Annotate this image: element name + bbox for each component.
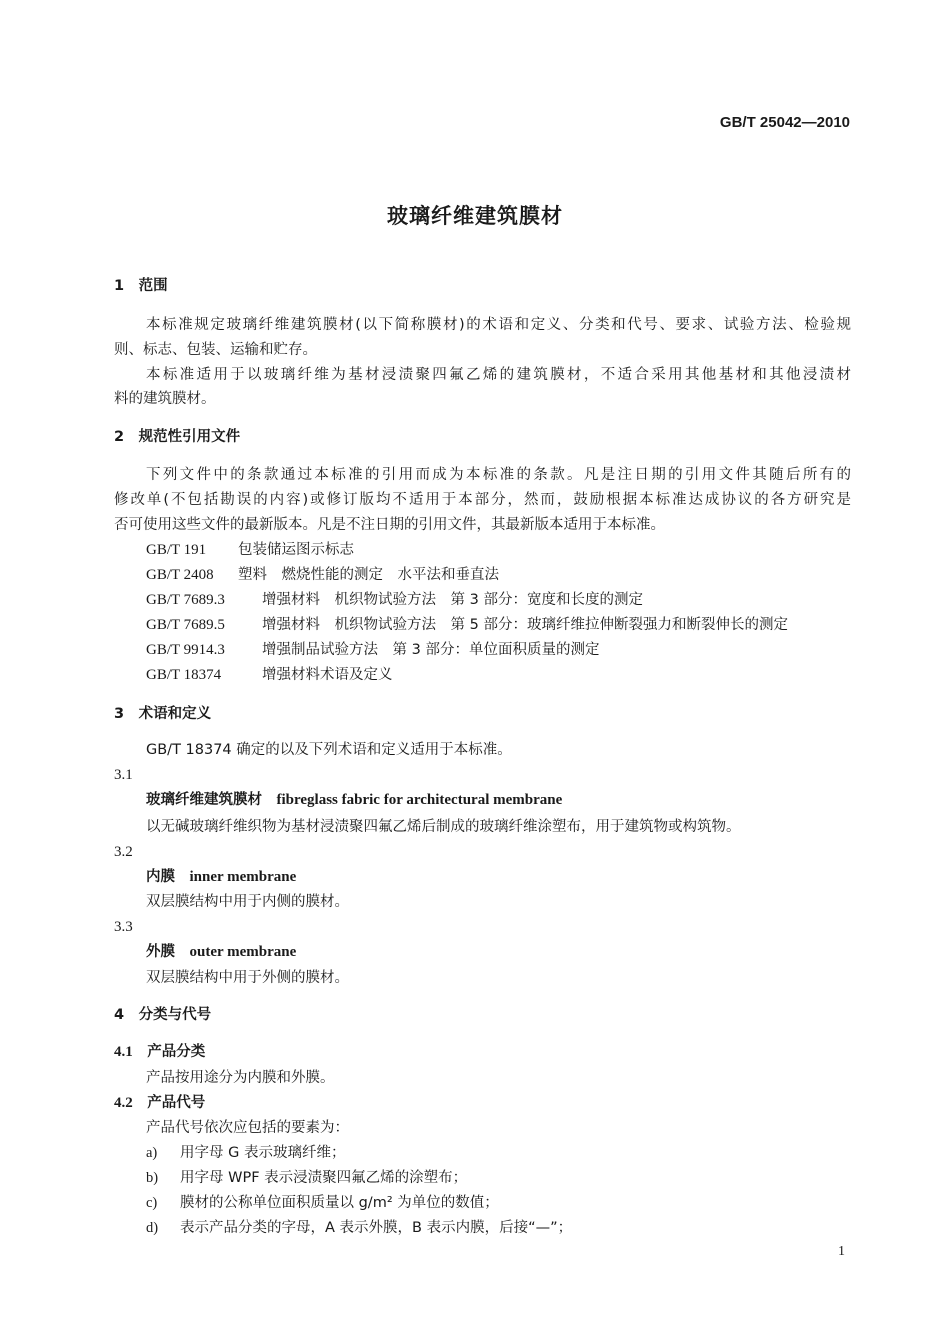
document-title: 玻璃纤维建筑膜材 [387, 204, 563, 228]
section-1-heading: 1 范围 [114, 278, 168, 294]
s1-para2-line1: 本标准适用于以玻璃纤维为基材浸渍聚四氟乙烯的建筑膜材，不适合采用其他基材和其他浸渍材 [146, 367, 851, 383]
s3-intro: GB/T 18374 确定的以及下列术语和定义适用于本标准。 [146, 742, 512, 758]
ref-item: GB/T 191 包装储运图示标志 [146, 542, 354, 558]
section-4-2-heading: 4.2 产品代号 [114, 1095, 206, 1111]
section-3-heading: 3 术语和定义 [114, 706, 212, 722]
term-number: 3.2 [114, 844, 133, 860]
term-number: 3.1 [114, 767, 133, 783]
s42-intro: 产品代号依次应包括的要素为： [146, 1120, 349, 1136]
ref-item: GB/T 2408 塑料 燃烧性能的测定 水平法和垂直法 [146, 567, 499, 583]
section-4-heading: 4 分类与代号 [114, 1007, 212, 1023]
ref-item: GB/T 7689.3 增强材料 机织物试验方法 第 3 部分：宽度和长度的测定 [146, 592, 643, 608]
ref-item: GB/T 7689.5 增强材料 机织物试验方法 第 5 部分：玻璃纤维拉伸断裂强力和断裂伸长的测定 [146, 617, 788, 633]
section-2-heading: 2 规范性引用文件 [114, 429, 241, 445]
ref-item: GB/T 9914.3 增强制品试验方法 第 3 部分：单位面积质量的测定 [146, 642, 600, 658]
s1-para1-line2: 则、标志、包装、运输和贮存。 [114, 342, 317, 358]
term-title: 外膜 outer membrane [146, 944, 297, 960]
page-number: 1 [838, 1244, 845, 1259]
term-title: 玻璃纤维建筑膜材 fibreglass fabric for architectural membrane [146, 792, 563, 808]
section-4-1-heading: 4.1 产品分类 [114, 1044, 206, 1060]
s2-para1-line2: 修改单(不包括勘误的内容)或修订版均不适用于本部分，然而，鼓励根据本标准达成协议的各方研究是 [114, 492, 851, 508]
term-title: 内膜 inner membrane [146, 869, 297, 885]
s41-text: 产品按用途分为内膜和外膜。 [146, 1070, 335, 1086]
list-item: b) 用字母 WPF 表示浸渍聚四氟乙烯的涂塑布； [146, 1170, 468, 1186]
list-item: a) 用字母 G 表示玻璃纤维； [146, 1145, 346, 1161]
term-number: 3.3 [114, 919, 133, 935]
term-definition: 以无碱玻璃纤维织物为基材浸渍聚四氟乙烯后制成的玻璃纤维涂塑布，用于建筑物或构筑物。 [146, 819, 741, 835]
term-definition: 双层膜结构中用于外侧的膜材。 [146, 970, 349, 986]
list-item: c) 膜材的公称单位面积质量以 g/m² 为单位的数值； [146, 1195, 499, 1211]
s2-para1-line3: 否可使用这些文件的最新版本。凡是不注日期的引用文件，其最新版本适用于本标准。 [114, 517, 665, 533]
ref-item: GB/T 18374 增强材料术语及定义 [146, 667, 393, 683]
s1-para2-line2: 料的建筑膜材。 [114, 391, 216, 407]
term-definition: 双层膜结构中用于内侧的膜材。 [146, 894, 349, 910]
list-item: d) 表示产品分类的字母，A 表示外膜，B 表示内膜，后接“—”； [146, 1220, 573, 1236]
document-code: GB/T 25042—2010 [719, 114, 850, 131]
s2-para1-line1: 下列文件中的条款通过本标准的引用而成为本标准的条款。凡是注日期的引用文件其随后所有的 [146, 467, 851, 483]
s1-para1-line1: 本标准规定玻璃纤维建筑膜材(以下简称膜材)的术语和定义、分类和代号、要求、试验方法、检验规 [146, 317, 851, 333]
